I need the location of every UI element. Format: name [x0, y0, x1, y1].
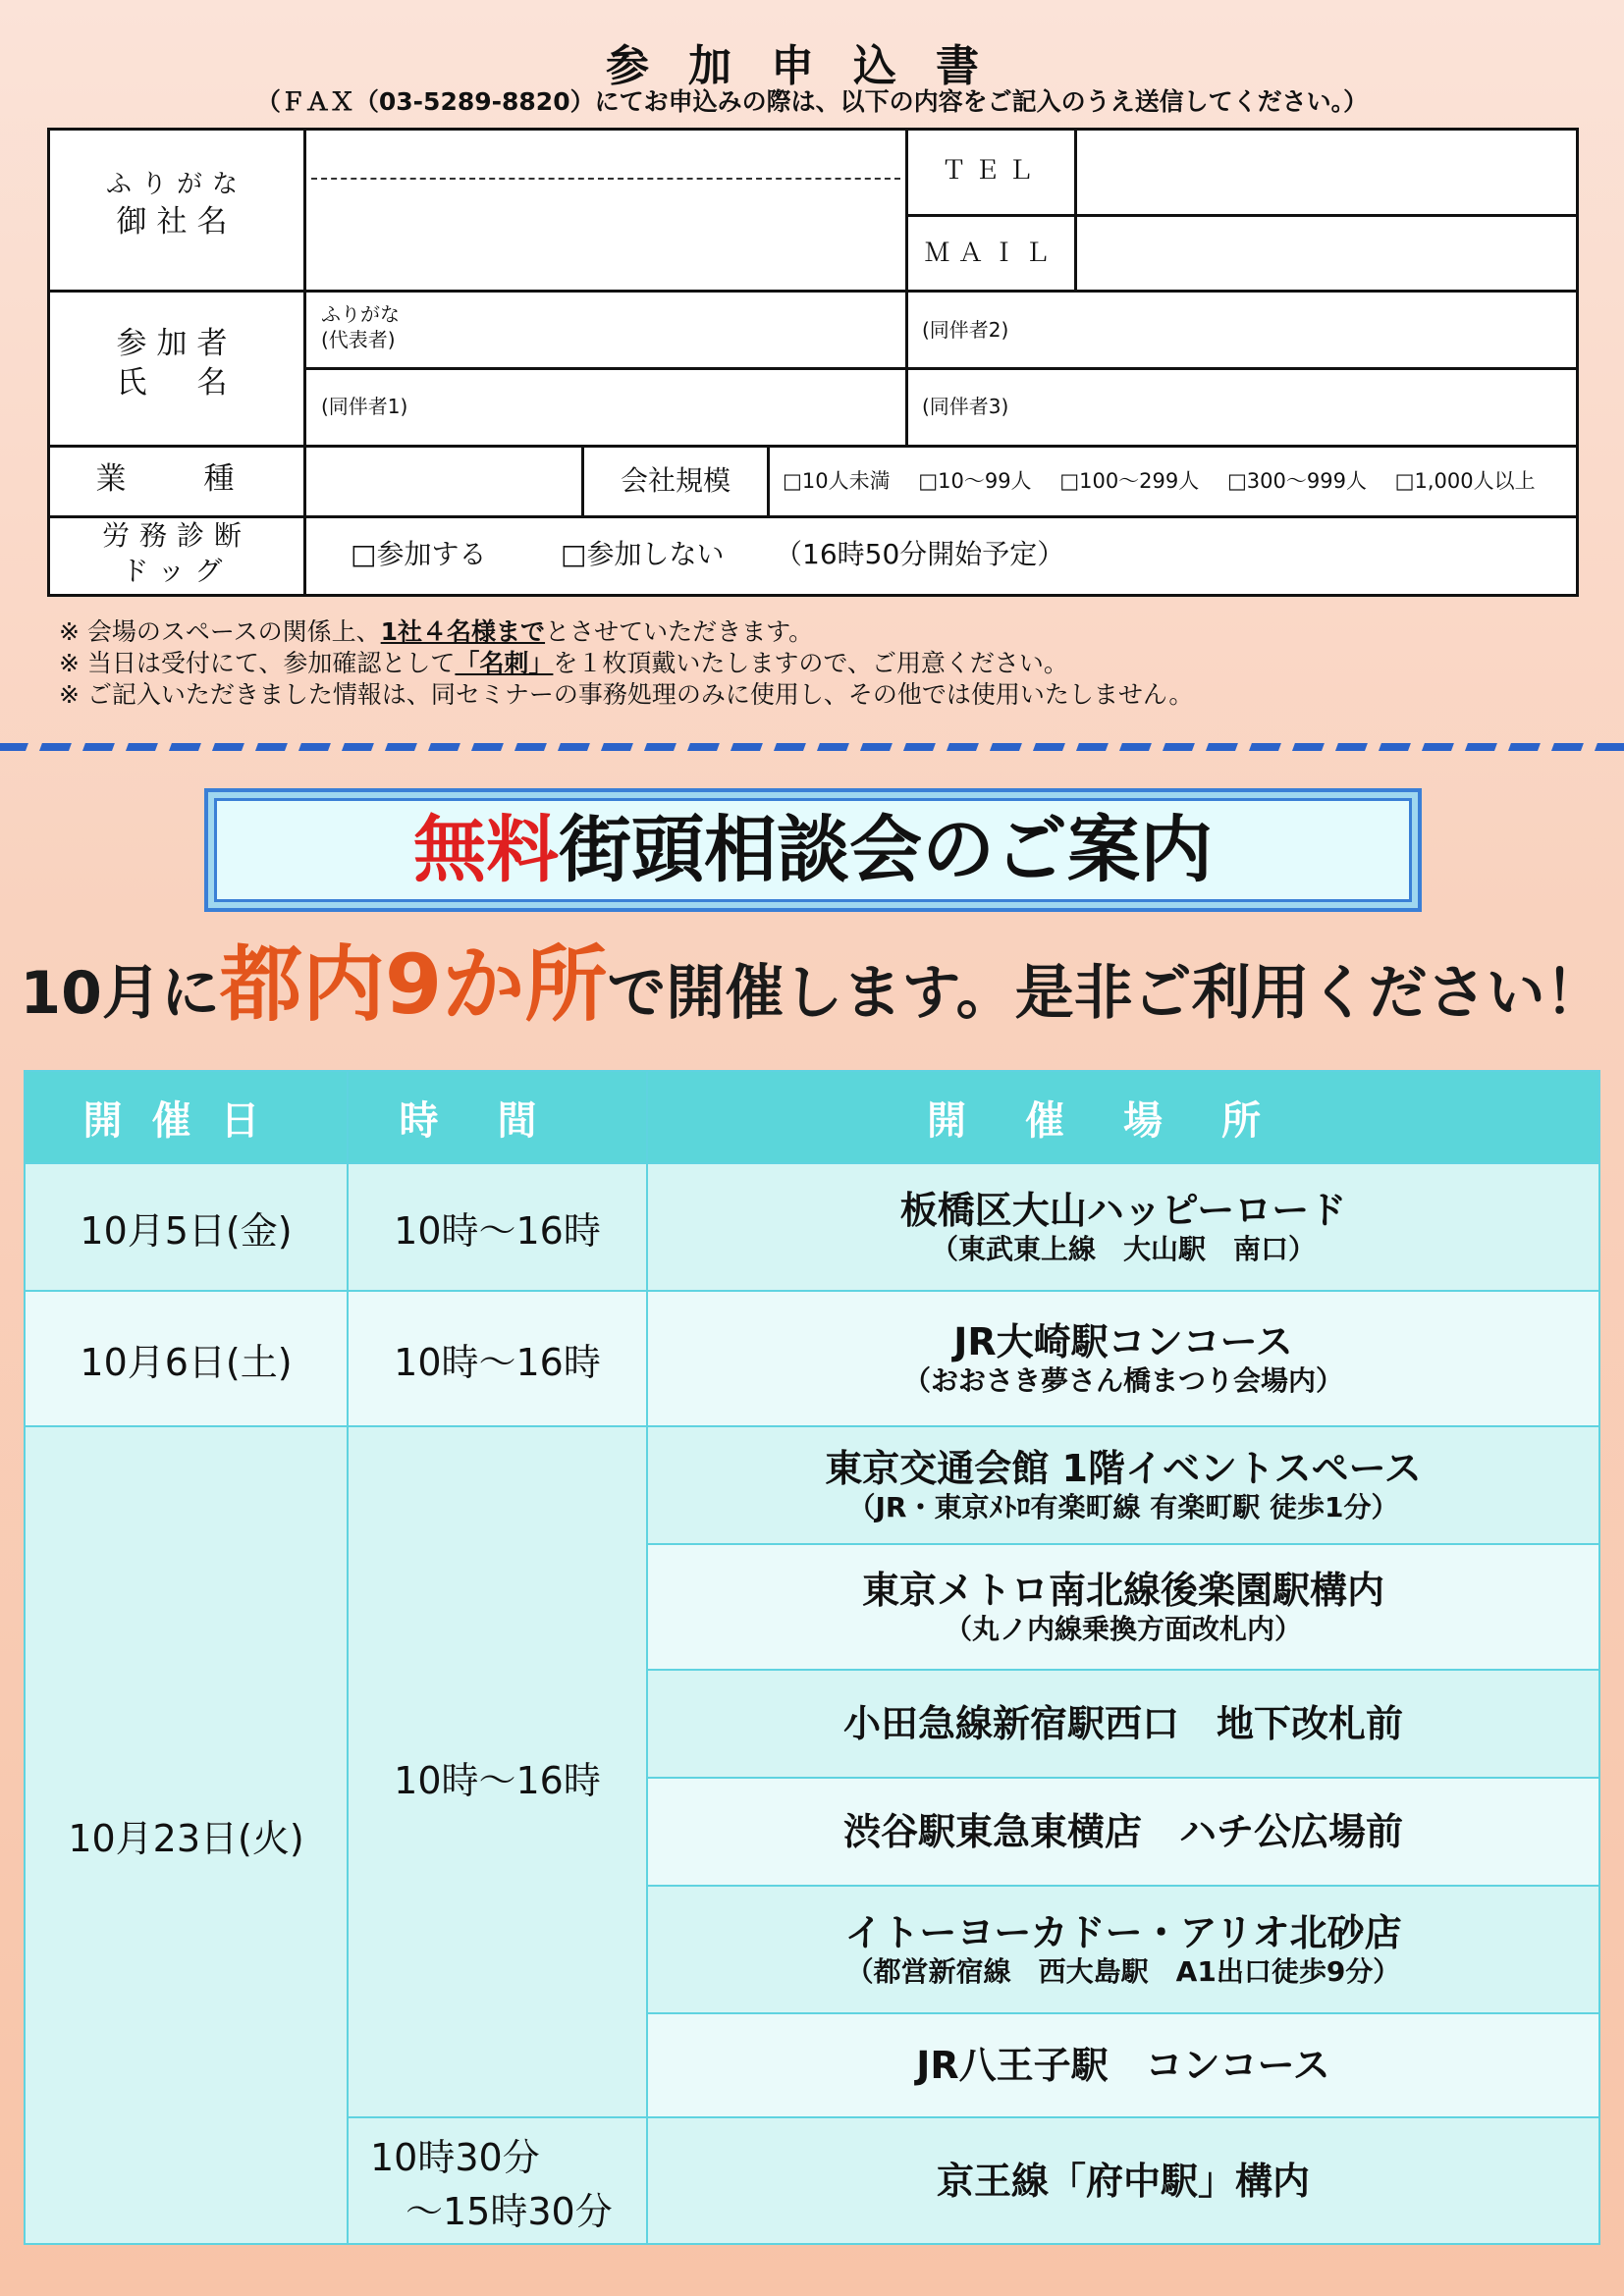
- companion2-hint: (同伴者2): [922, 318, 1009, 342]
- industry-label: 業 種: [95, 461, 258, 497]
- dog-label-2: ドッグ: [121, 555, 233, 587]
- divider-dash: [1292, 743, 1325, 751]
- place-sub: （東武東上線 大山駅 南口）: [930, 1233, 1316, 1265]
- no-join-option[interactable]: □参加しない: [561, 538, 725, 570]
- cut-line-divider: [0, 740, 1624, 754]
- companion3-hint: (同伴者3): [922, 395, 1009, 418]
- divider-dash: [1508, 743, 1541, 751]
- note-1: ※ 会場のスペースの関係上、1社４名様までとさせていただきます。: [59, 617, 814, 646]
- time-start: 10時30分: [370, 2135, 540, 2179]
- scale-option[interactable]: □10～99人: [918, 469, 1032, 493]
- divider-dash: [298, 743, 331, 751]
- place-cell: [646, 1162, 1600, 1292]
- scale-option[interactable]: □1,000人以上: [1394, 469, 1536, 493]
- time-cell: 10時～16時: [347, 1425, 648, 2128]
- divider-dash: [558, 743, 590, 751]
- place-name: 渋谷駅東急東横店 ハチ公広場前: [842, 1810, 1403, 1853]
- header-time: 時間: [347, 1070, 648, 1164]
- participant-label: 参加者: [116, 326, 238, 361]
- rep-hint: (代表者): [321, 328, 396, 351]
- scale-label: 会社規模: [620, 464, 731, 497]
- scale-options: [783, 467, 1536, 495]
- note-3: ※ ご記入いただきました情報は、同セミナーの事務処理のみに使用し、その他では使用いたしません。: [59, 680, 1194, 709]
- divider-dash: [39, 743, 72, 751]
- divider-dash: [687, 743, 720, 751]
- place-sub: （丸ノ内線乗換方面改札内）: [944, 1613, 1302, 1645]
- divider-dash: [471, 743, 504, 751]
- join-option[interactable]: □参加する: [351, 538, 487, 570]
- divider-dash: [255, 743, 288, 751]
- banner-title: 街頭相談会のご案内: [559, 808, 1213, 892]
- divider-dash: [1033, 743, 1065, 751]
- divider-dash: [1422, 743, 1454, 751]
- place-cell: [646, 2012, 1600, 2118]
- banner-free: 無料: [413, 808, 559, 892]
- divider-dash: [644, 743, 677, 751]
- divider-dash: [1551, 743, 1584, 751]
- place-name: 東京メトロ南北線後楽園駅構内: [861, 1569, 1384, 1612]
- place-name: 小田急線新宿駅西口 地下改札前: [842, 1702, 1403, 1745]
- divider-dash: [1335, 743, 1368, 751]
- tel-label: ＴＥＬ: [941, 156, 1042, 186]
- time-end: ～15時30分: [406, 2189, 613, 2233]
- place-name: JR大崎駅コンコース: [953, 1320, 1293, 1363]
- divider-dash: [342, 743, 374, 751]
- place-name: 東京交通会館 1階イベントスペース: [825, 1447, 1422, 1490]
- company-furigana-label: ふりがな: [105, 170, 247, 199]
- divider-dash: [947, 743, 979, 751]
- headline: 10月に都内9か所で開催します。是非ご利用ください！: [20, 936, 1604, 1033]
- place-sub: （JR・東京ﾒﾄﾛ有楽町線 有楽町駅 徒歩1分）: [847, 1491, 1399, 1523]
- mail-label: ＭＡＩＬ: [924, 239, 1058, 268]
- divider-dash: [212, 743, 244, 751]
- place-name: 京王線「府中駅」構内: [936, 2159, 1310, 2203]
- divider-dash: [385, 743, 417, 751]
- divider-dash: [126, 743, 158, 751]
- companion1-hint: (同伴者1): [321, 395, 408, 418]
- scale-option[interactable]: □10人未満: [783, 469, 891, 493]
- place-cell: [646, 1290, 1600, 1427]
- divider-dash: [1465, 743, 1497, 751]
- divider-dash: [1249, 743, 1281, 751]
- companion2-field[interactable]: [910, 294, 1576, 365]
- header-date: 開催日: [24, 1070, 349, 1164]
- participant-name-label: 氏 名: [116, 365, 238, 400]
- place-cell: [646, 1777, 1600, 1887]
- industry-field[interactable]: [307, 449, 580, 513]
- place-sub: （都営新宿線 西大島駅 A1出口徒歩9分）: [845, 1955, 1401, 1988]
- time-cell: 10時～16時: [347, 1290, 648, 1427]
- companion3-field[interactable]: [910, 371, 1576, 443]
- form-title: 参加申込書: [606, 41, 1018, 91]
- divider-dash: [990, 743, 1022, 751]
- divider-dash: [903, 743, 936, 751]
- divider-dash: [1379, 743, 1411, 751]
- headline-emphasis: 都内9か所: [219, 936, 608, 1033]
- place-cell: [646, 1543, 1600, 1671]
- place-cell: [646, 1669, 1600, 1779]
- mail-field[interactable]: [1079, 219, 1575, 288]
- divider-dash: [1595, 743, 1624, 751]
- divider-dash: [860, 743, 893, 751]
- divider-dash: [428, 743, 460, 751]
- tel-field[interactable]: [1079, 134, 1575, 211]
- company-name-field[interactable]: [315, 189, 894, 283]
- date-cell: 10月5日(金): [24, 1162, 349, 1292]
- divider-dash: [169, 743, 201, 751]
- banner: [204, 788, 1422, 912]
- divider-dash: [731, 743, 763, 751]
- divider-dash: [817, 743, 849, 751]
- place-name: JR八王子駅 コンコース: [916, 2044, 1330, 2087]
- place-sub: （おおさき夢さん橋まつり会場内）: [902, 1364, 1343, 1397]
- dog-label: 労務診断: [101, 519, 251, 552]
- divider-dash: [1163, 743, 1195, 751]
- place-cell: [646, 2116, 1600, 2245]
- divider-dash: [1119, 743, 1152, 751]
- scale-option[interactable]: □300～999人: [1226, 469, 1367, 493]
- scale-option[interactable]: □100～299人: [1059, 469, 1200, 493]
- divider-dash: [514, 743, 547, 751]
- place-name: 板橋区大山ハッピーロード: [899, 1189, 1347, 1232]
- time-cell: 10時～16時: [347, 1162, 648, 1292]
- date-cell: 10月23日(火): [24, 1425, 349, 2245]
- divider-dash: [1076, 743, 1109, 751]
- furigana-dash-line: [311, 178, 900, 180]
- place-cell: [646, 1885, 1600, 2014]
- divider-dash: [774, 743, 806, 751]
- divider-dash: [0, 743, 28, 751]
- time-cell-late: [347, 2116, 648, 2245]
- header-place: 開催場所: [646, 1070, 1600, 1164]
- application-form: [47, 128, 1579, 597]
- divider-dash: [82, 743, 115, 751]
- rep-furigana-hint: ふりがな: [321, 302, 400, 326]
- company-name-label: 御社名: [116, 204, 238, 240]
- place-cell: [646, 1425, 1600, 1545]
- divider-dash: [601, 743, 633, 751]
- schedule-table: [24, 1070, 1600, 2245]
- companion1-field[interactable]: [307, 371, 902, 443]
- representative-field[interactable]: [307, 294, 902, 365]
- date-cell: 10月6日(土): [24, 1290, 349, 1427]
- place-name: イトーヨーカドー・アリオ北砂店: [844, 1911, 1402, 1954]
- divider-dash: [1206, 743, 1238, 751]
- start-time-note: （16時50分開始予定）: [775, 538, 1065, 570]
- note-2: ※ 当日は受付にて、参加確認として「名刺」を１枚頂戴いたしますので、ご用意ください。: [59, 649, 1068, 677]
- form-subtitle: （ＦＡＸ（03-5289-8820）にてお申込みの際は、以下の内容をご記入のうえ送信してください。）: [255, 87, 1369, 116]
